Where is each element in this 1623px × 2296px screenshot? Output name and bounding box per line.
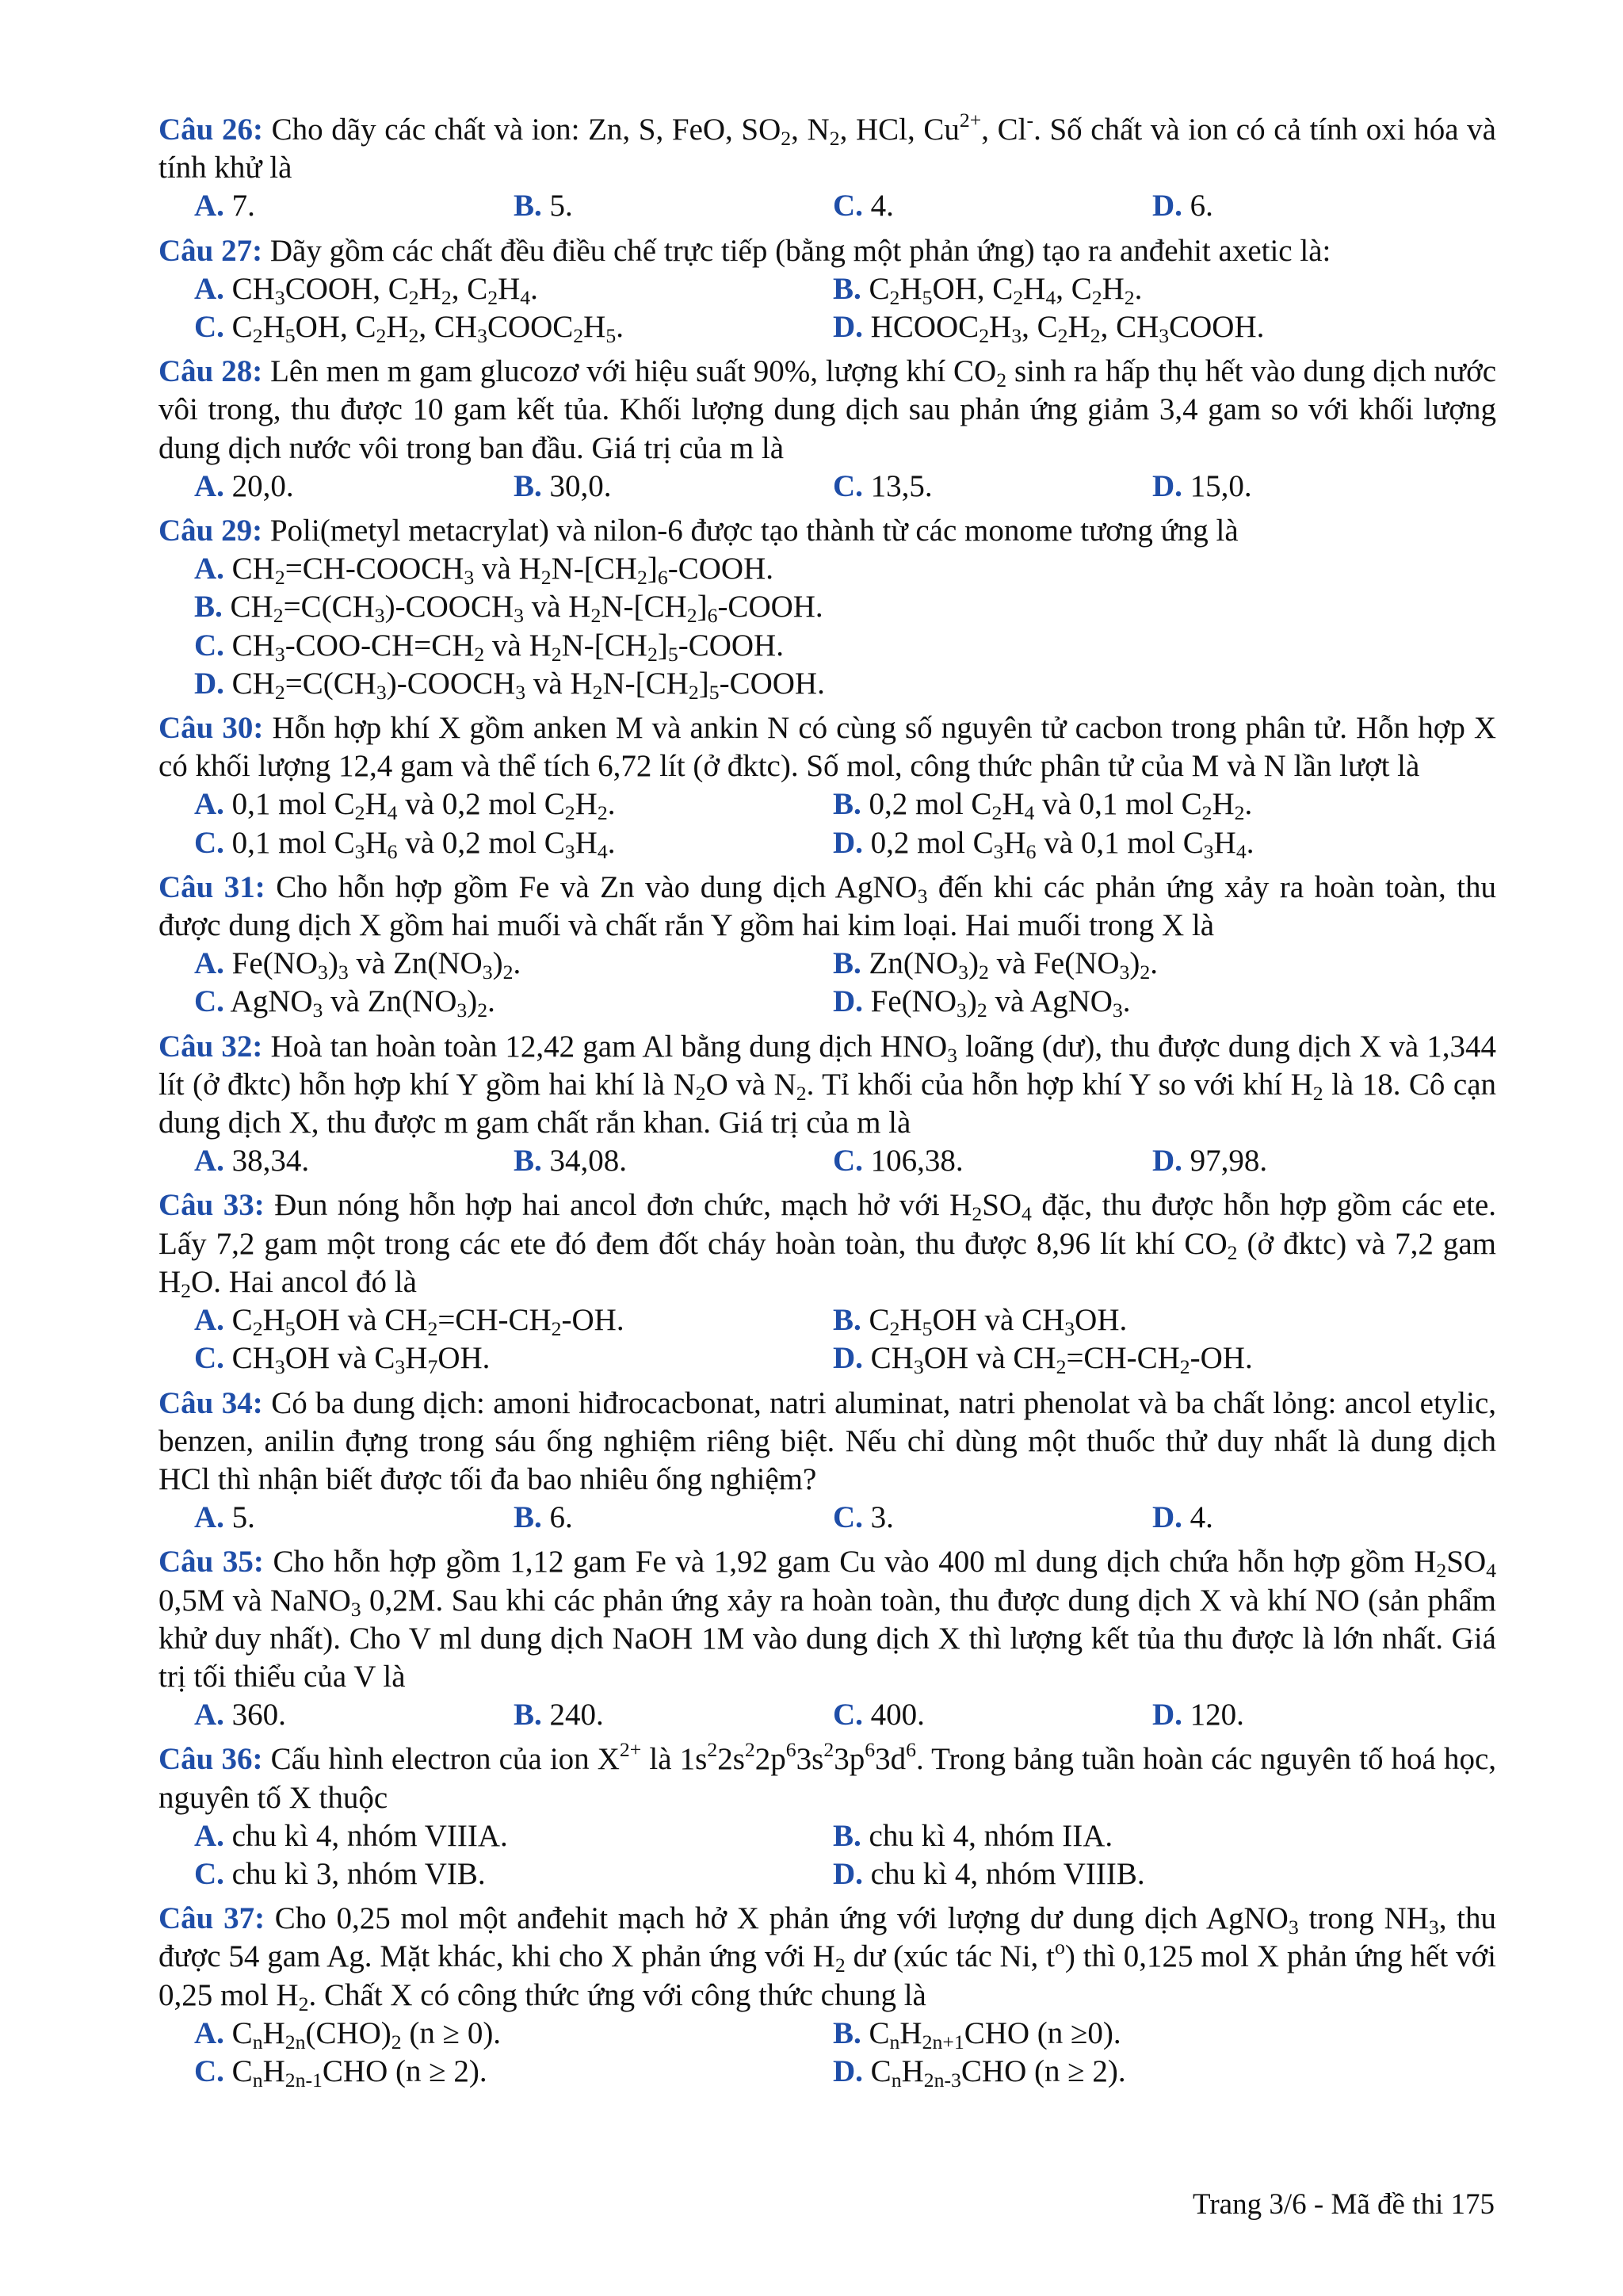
question-label: Câu 37: [158,1901,265,1936]
option-letter: C. [833,1698,863,1733]
option-text: 4. [1190,1500,1213,1535]
option-letter: A. [194,1144,224,1179]
option-text: 38,34. [231,1144,310,1179]
option-letter: D. [194,666,224,701]
option-letter: C. [194,2053,224,2088]
option-letter: B. [833,946,861,981]
question-stem [158,1740,1496,1817]
question-label: Câu 35: [158,1545,264,1580]
option-text: 34,08. [549,1144,628,1179]
answer-option-a [194,1301,833,1339]
answer-option-b [514,1499,833,1537]
option-text: $C_nH_{2n+1}CHO$ (n ≥0). [869,2015,1121,2053]
answer-option-d [1152,468,1472,506]
option-text: $CH_3COOH$, $C_2H_2$, $C_2H_4$. [231,271,538,310]
answer-option-b [833,945,1472,983]
option-text: 5. [549,189,573,223]
question-31 [158,869,1496,1022]
option-text: $Fe(NO_3)_2$ và AgNO$_3$. [870,984,1131,1022]
option-letter: B. [194,590,223,625]
option-text: 3. [870,1500,894,1535]
option-text: $C_2H_5OH$ và $CH_2=CH-CH_2-OH$. [231,1303,624,1341]
answer-option-a [194,187,514,225]
option-text: 6. [549,1500,573,1535]
option-letter: A. [194,1303,224,1338]
question-text: Cho dãy các chất và ion: Zn, S, FeO, $SO_2$, $N_2$, HCl, $Cu^{2+}$, Cl-. Số chất và ion có cả tính oxi hóa và tính khử là [158,109,1496,185]
question-label: Câu 29: [158,514,263,548]
answer-option-a [194,468,514,506]
question-27 [158,232,1496,347]
question-30 [158,709,1496,862]
answer-option-a [194,270,833,308]
option-text: $Fe(NO_3)_3$ và $Zn(NO_3)_2$. [231,946,521,984]
question-34 [158,1385,1496,1538]
answer-option-b [514,1696,833,1734]
option-letter: D. [1152,1144,1182,1179]
question-text: Hỗn hợp khí X gồm anken M và ankin N có cùng số nguyên tử cacbon trong phân tử. Hỗn hợp X có khối lượng 12,4 gam và thể tích 6,72 lít (ở đktc). Số mol, công thức phân tử của M và N lần lượt là [158,711,1497,784]
option-letter: A. [194,552,224,586]
option-text: 97,98. [1190,1144,1268,1179]
option-text: 0,1 mol $C_3H_6$ và 0,2 mol $C_3H_4$. [231,825,616,863]
question-stem [158,709,1496,785]
option-text: 7. [231,189,255,223]
option-letter: D. [833,1856,863,1891]
question-label: Câu 33: [158,1188,265,1223]
option-letter: A. [194,1698,224,1733]
option-letter: C. [194,310,224,345]
answer-option-b [514,1142,833,1180]
answer-options [158,2015,1496,2091]
answer-options [158,1142,1496,1180]
option-text: 6. [1190,189,1213,223]
option-text: 0,2 mol $C_3H_6$ và 0,1 mol $C_3H_4$. [870,825,1254,863]
option-letter: B. [833,271,861,306]
option-text: 0,2 mol $C_2H_4$ và 0,1 mol $C_2H_2$. [869,787,1253,825]
option-text: $C_nH_{2n-1}CHO$ (n ≥ 2). [231,2053,487,2092]
answer-option-d [833,2053,1472,2091]
option-text: chu kì 4, nhóm VIIIB. [870,1856,1145,1891]
option-letter: C. [194,1856,224,1891]
question-text: Poli(metyl metacrylat) và nilon-6 được tạo thành từ các monome tương ứng là [269,514,1239,548]
question-list [158,111,1496,2091]
question-label: Câu 30: [158,711,264,746]
answer-options [158,785,1496,861]
option-letter: C. [194,1341,224,1376]
answer-option-c [833,187,1152,225]
option-text: $C_2H_5OH$, $C_2H_4$, $C_2H_2$. [869,271,1143,310]
option-text: 0,1 mol $C_2H_4$ và 0,2 mol $C_2H_2$. [231,787,616,825]
answer-option-b [833,2015,1472,2053]
option-text: $CH_3-COO-CH=CH_2$ và $H_2N-[CH_2]_5$-COOH. [231,628,784,666]
option-text: $C_2H_5OH$, $C_2H_2$, $CH_3COOC_2H_5$. [231,310,624,348]
answer-option-c [833,1499,1152,1537]
answer-option-d [194,665,1462,703]
option-letter: D. [833,1341,863,1376]
option-letter: C. [194,628,224,663]
answer-options [158,187,1496,225]
answer-option-b [833,1817,1472,1855]
option-letter: D. [833,984,863,1019]
page-footer: Trang 3/6 - Mã đề thi 175 [1193,2188,1495,2221]
question-label: Câu 32: [158,1029,263,1064]
option-text: 4. [870,189,894,223]
option-letter: D. [1152,1500,1182,1535]
answer-option-c [194,627,1462,665]
question-text: Đun nóng hỗn hợp hai ancol đơn chức, mạch hở với $H_2SO_4$ đặc, thu được hỗn hợp gồm các ete. Lấy 7,2 gam một trong các ete đó đem đốt cháy hoàn toàn, thu được 8,96 lít khí $CO_2$ (ở đktc) và 7,2 gam $H_2O$. Hai ancol đó là [158,1188,1497,1303]
answer-option-a [194,785,833,823]
option-text: 15,0. [1190,468,1252,503]
question-32 [158,1028,1496,1181]
option-letter: B. [833,787,861,822]
question-text: Cho hỗn hợp gồm Fe và Zn vào dung dịch AgNO$_3$ đến khi các phản ứng xảy ra hoàn toàn, thu được dung dịch X gồm hai muối và chất rắn Y gồm hai kim loại. Hai muối trong X là [158,869,1497,943]
answer-options [158,550,1496,703]
answer-option-c [194,2053,833,2091]
answer-option-d [833,308,1472,346]
option-text: $HCOOC_2H_3$, $C_2H_2$, $CH_3COOH$. [870,310,1265,348]
option-letter: C. [833,1500,863,1535]
option-letter: D. [833,2053,863,2088]
answer-options [158,945,1496,1021]
answer-option-a [194,1499,514,1537]
question-stem [158,1186,1496,1301]
option-text: $CH_2=C(CH_3)-COOCH_3$ và $H_2N-[CH_2]_5$-COOH. [231,666,825,705]
answer-option-b [194,588,1462,626]
option-letter: A. [194,787,224,822]
question-stem [158,1900,1496,2015]
option-text: $Zn(NO_3)_2$ và $Fe(NO_3)_2$. [869,946,1159,984]
question-33 [158,1186,1496,1377]
option-text: 30,0. [549,468,612,503]
answer-option-c [194,308,833,346]
question-label: Câu 36: [158,1742,263,1777]
answer-option-b [514,468,833,506]
answer-option-c [833,1142,1152,1180]
answer-option-d [1152,1696,1472,1734]
question-text: Dãy gồm các chất đều điều chế trực tiếp (bằng một phản ứng) tạo ra anđehit axetic là: [269,233,1331,268]
option-text: 20,0. [231,468,294,503]
answer-options [158,1301,1496,1377]
option-letter: B. [514,1144,542,1179]
option-text: 106,38. [870,1144,964,1179]
option-letter: C. [833,189,863,223]
answer-option-a [194,2015,833,2053]
option-text: 13,5. [870,468,933,503]
option-letter: C. [833,1144,863,1179]
answer-option-a [194,1696,514,1734]
option-text: chu kì 4, nhóm VIIIA. [231,1818,508,1853]
option-text: chu kì 4, nhóm IIA. [869,1818,1113,1853]
question-35 [158,1543,1496,1734]
answer-option-b [514,187,833,225]
option-letter: A. [194,271,224,306]
option-letter: D. [833,310,863,345]
option-text: $C_nH_{2n-3}CHO$ (n ≥ 2). [870,2053,1126,2092]
option-letter: A. [194,189,224,223]
option-text: 5. [231,1500,255,1535]
question-text: Lên men m gam glucozơ với hiệu suất 90%, lượng khí $CO_2$ sinh ra hấp thụ hết vào dung dịch nước vôi trong, thu được 10 gam kết tủa. Khối lượng dung dịch sau phản ứng giảm 3,4 gam so với khối lượng dung dịch nước vôi trong ban đầu. Giá trị của m là [158,354,1497,465]
answer-option-c [194,824,833,862]
answer-option-d [1152,1142,1472,1180]
option-text: 400. [870,1698,925,1733]
question-label: Câu 31: [158,869,265,904]
answer-option-c [833,1696,1152,1734]
option-letter: C. [194,984,224,1019]
answer-options [158,1499,1496,1537]
option-letter: C. [194,825,224,860]
option-letter: B. [514,1698,542,1733]
question-stem [158,111,1496,187]
option-text: $CH_2=CH-COOCH_3$ và $H_2N-[CH_2]_6$-COOH. [231,552,773,590]
option-text: $CH_2=C(CH_3)-COOCH_3$ và $H_2N-[CH_2]_6$-COOH. [230,590,823,628]
question-29 [158,512,1496,703]
answer-option-a [194,1142,514,1180]
option-text: $CH_3OH$ và $CH_2=CH-CH_2-OH$. [870,1341,1253,1379]
answer-option-b [833,1301,1472,1339]
option-letter: A. [194,468,224,503]
answer-option-d [833,1855,1472,1893]
option-text: $C_nH_{2n}(CHO)_2$ (n ≥ 0). [231,2015,502,2053]
option-text: AgNO$_3$ và $Zn(NO_3)_2$. [230,984,495,1022]
answer-option-a [194,550,1462,588]
question-text: Cấu hình electron của ion $X^{2+}$ là $1s^22s^22p^63s^23p^63d^6$. Trong bảng tuần hoàn các nguyên tố hoá học, nguyên tố X thuộc [158,1738,1497,1815]
answer-option-c [194,1339,833,1377]
question-stem [158,512,1496,550]
option-text: $C_2H_5OH$ và $CH_3OH$. [869,1303,1128,1341]
answer-options [158,270,1496,346]
option-text: 240. [549,1698,604,1733]
question-36 [158,1740,1496,1893]
option-letter: B. [833,1303,861,1338]
question-text: Hoà tan hoàn toàn 12,42 gam Al bằng dung dịch $HNO_3$ loãng (dư), thu được dung dịch X và 1,344 lít (ở đktc) hỗn hợp khí Y gồm hai khí là $N_2O$ và $N_2$. Tỉ khối của hỗn hợp khí Y so với khí $H_2$ là 18. Cô cạn dung dịch X, thu được m gam chất rắn khan. Giá trị của m là [158,1029,1497,1140]
option-text: $CH_3OH$ và $C_3H_7OH$. [231,1341,491,1379]
option-text: 360. [231,1698,286,1733]
option-letter: C. [833,468,863,503]
answer-option-c [194,1855,833,1893]
answer-option-d [1152,187,1472,225]
question-text: Có ba dung dịch: amoni hiđrocacbonat, natri aluminat, natri phenolat và ba chất lỏng: ancol etylic, benzen, anilin đựng trong sáu ống nghiệm riêng biệt. Nếu chỉ dùng một thuốc thử duy nhất là dung dịch HCl thì nhận biết được tối đa bao nhiêu ống nghiệm? [158,1385,1497,1496]
question-text: Cho hỗn hợp gồm 1,12 gam Fe và 1,92 gam Cu vào 400 ml dung dịch chứa hỗn hợp gồm $H_2SO_4$ 0,5M và NaNO$_3$ 0,2M. Sau khi các phản ứng xảy ra hoàn toàn, thu được dung dịch X và khí NO (sản phẩm khử duy nhất). Cho V ml dung dịch NaOH 1M vào dung dịch X thì lượng kết tủa thu được là lớn nhất. Giá trị tối thiểu của V là [158,1545,1497,1694]
question-28 [158,353,1496,506]
option-text: 120. [1190,1698,1244,1733]
answer-option-d [833,983,1472,1021]
answer-option-d [833,824,1472,862]
option-letter: B. [514,1500,542,1535]
answer-options [158,1817,1496,1893]
answer-option-d [1152,1499,1472,1537]
answer-option-a [194,1817,833,1855]
option-letter: A. [194,1818,224,1853]
option-letter: D. [1152,1698,1182,1733]
question-label: Câu 26: [158,113,263,147]
question-text: Cho 0,25 mol một anđehit mạch hở X phản ứng với lượng dư dung dịch AgNO$_3$ trong $NH_3$, thu được 54 gam Ag. Mặt khác, khi cho X phản ứng với $H_2$ dư (xúc tác Ni, $t^o$) thì 0,125 mol X phản ứng hết với 0,25 mol $H_2$. Chất X có công thức ứng với công thức chung là [158,1901,1497,2015]
option-letter: D. [1152,468,1182,503]
option-letter: A. [194,946,224,981]
answer-option-c [833,468,1152,506]
question-stem [158,869,1496,945]
option-letter: B. [833,1818,861,1853]
answer-options [158,468,1496,506]
option-text: chu kì 3, nhóm VIB. [231,1856,486,1891]
option-letter: B. [514,468,542,503]
answer-option-a [194,945,833,983]
question-label: Câu 27: [158,233,263,268]
option-letter: D. [1152,189,1182,223]
option-letter: B. [514,189,542,223]
question-26 [158,111,1496,226]
question-stem [158,232,1496,270]
question-label: Câu 34: [158,1385,263,1420]
option-letter: A. [194,1500,224,1535]
answer-option-d [833,1339,1472,1377]
answer-option-c [194,983,833,1021]
answer-options [158,1696,1496,1734]
answer-option-b [833,785,1472,823]
question-37 [158,1900,1496,2091]
question-stem [158,1385,1496,1499]
question-stem [158,1028,1496,1143]
question-stem [158,1543,1496,1696]
question-label: Câu 28: [158,354,263,389]
option-letter: D. [833,825,863,860]
option-letter: A. [194,2015,224,2050]
question-stem [158,353,1496,468]
answer-option-b [833,270,1472,308]
option-letter: B. [833,2015,861,2050]
